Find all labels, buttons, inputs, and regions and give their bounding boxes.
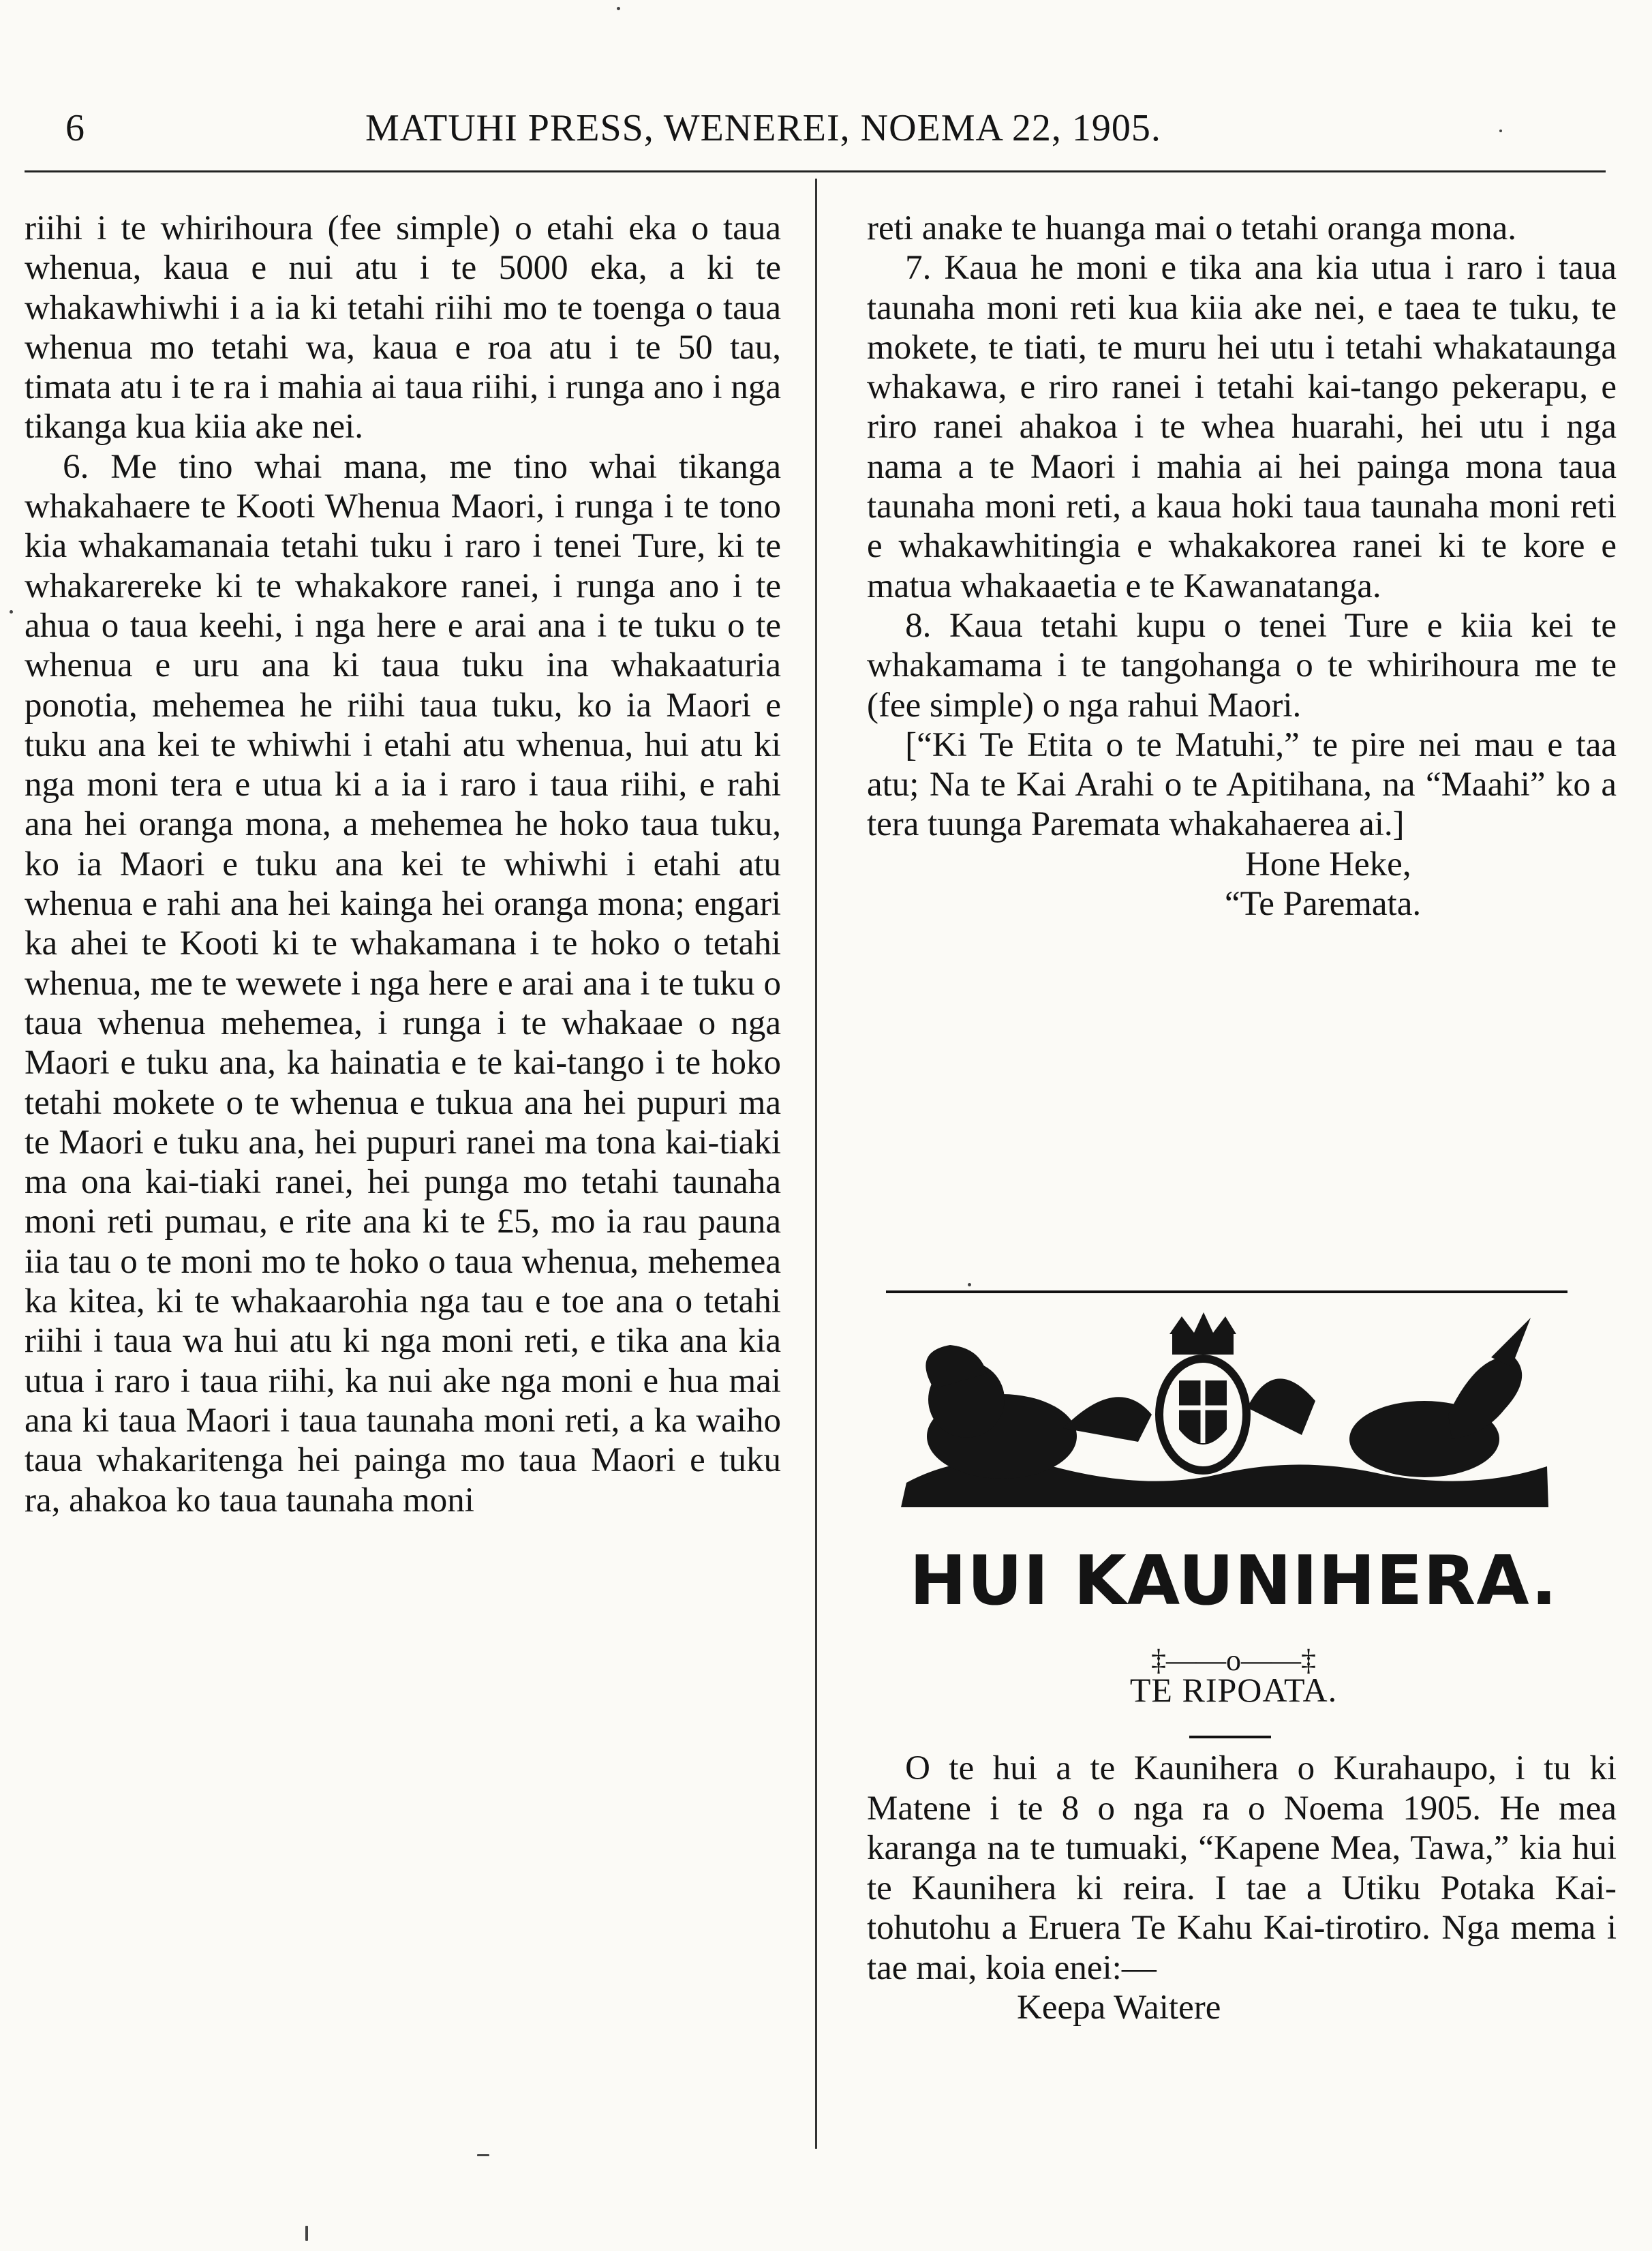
column-divider	[815, 179, 817, 2149]
report-body: O te hui a te Kaunihera o Kurahaupo, i tu ki Matene i te 8 o nga ra o Noema 1905. He mea karanga na te tumuaki, “Kapene Mea, Tawa,” kia hui te Kaunihera ki reira. I tae a Utiku Potaka Kai-tohutohu a Eruera Te Kahu Kai-tirotiro. Nga mema i tae mai, koia enei:—	[867, 1749, 1617, 1987]
council-report	[867, 1749, 1617, 2028]
paragraph-7: 7. Kaua he moni e tika ana kia utua i raro i taua taunaha moni reti kua kiia ake nei, e taea te tuku, te mokete, te tiati, te muru hei utu i tetahi whakataunga whakawa, e riro ranei i tetahi kai-tango pekerapu, e riro ranei ahakoa i te whea huarahi, hei utu i nga nama a te Maori i mahia ai hei painga mona taua taunaha moni reti, a kaua hoki taua taunaha moni reti e whakawhitingia e whakakorea ranei ki te kore e matua whakaaetia e te Kawanatanga.	[867, 249, 1617, 605]
paragraph-8: 8. Kaua tetahi kupu o tenei Ture e kiia kei te whakamama i te tangohanga o te whirihoura me te (fee simple) o nga rahui Maori.	[867, 606, 1617, 725]
paragraph-6-continuation: reti anake te huanga mai o tetahi oranga mona.	[867, 209, 1517, 247]
page-header	[25, 95, 1592, 157]
section-rule	[886, 1290, 1567, 1293]
subtitle-rule	[1189, 1736, 1271, 1738]
page-number: 6	[65, 107, 85, 149]
signature-title: “Te Paremata.	[1225, 885, 1422, 924]
coat-of-arms-emblem	[893, 1312, 1554, 1510]
running-head: MATUHI PRESS, WENEREI, NOEMA 22, 1905.	[365, 107, 1161, 149]
signature-name: Hone Heke,	[1245, 845, 1411, 883]
section-subtitle: TE RIPOATA.	[1129, 1671, 1338, 1709]
header-rule	[25, 170, 1606, 172]
right-column	[867, 209, 1617, 924]
title-ornament: ‡——o——‡	[1151, 1644, 1316, 1677]
paragraph-6: 6. Me tino whai mana, me tino whai tikanga whakahaere te Kooti Whenua Maori, i runga i te tono kia whakamanaia tetahi tuku i raro i tenei Ture, ki te whakarereke ki te whakakore ranei, i runga ano i te ahua o taua keehi, i nga here e arai ana i te tuku o te whenua e uru ana ki taua tuku ina whakaaturia ponotia, mehemea he riihi taua tuku, ko ia Maori e tuku ana kei te whiwhi i etahi atu whenua, hui atu ki nga moni tera e utua ki a ia i raro i taua riihi, e rahi ana hei oranga mona, a mehemea he hoko taua tuku, ko ia Maori e tuku ana kei te whiwhi i etahi atu whenua e rahi ana hei kainga hei oranga mona; engari ka ahei te Kooti ki te whakamana i te hoko o tetahi whenua, me te wewete i nga here e arai ana i te tuku o taua whenua mehemea, i runga i te whakaae o nga Maori e tuku ana, ka hainatia e te kai-tango i te hoko tetahi mokete o te whenua e tukua ana hei pupuri ma te Maori e tuku ana, hei pupuri ranei ma tona kai-tiaki ma ona kai-tiaki ranei, hei punga mo tetahi taunaha moni reti pumau, e rite ana ki te £5, mo ia rau pauna iia tau o te moni mo te hoko o taua whenua, mehemea ka kitea, ki te whakaarohia nga tau e toe ana o tetahi riihi i taua wa hui atu ki nga moni reti, e tika ana kia utua i raro i taua riihi, ka nui ake nga moni e hua mai ana ki taua Maori i taua taunaha moni reti, a ka waiho taua whakaritenga hei painga mo taua Maori e tuku ra, ahakoa ko taua taunaha moni	[25, 447, 781, 1520]
left-column	[25, 209, 781, 1520]
editor-note: [“Ki Te Etita o te Matuhi,” te pire nei mau e taa atu; Na te Kai Arahi o te Apitihana, na “Maahi” ko a tera tuunga Paremata whakahaerea ai.]	[867, 725, 1617, 844]
member-name: Keepa Waitere	[1017, 1989, 1221, 2027]
paragraph-5-continuation: riihi i te whirihoura (fee simple) o etahi eka o taua whenua, kaua e nui atu i te 5000 eka, a ki te whakawhiwhi i a ia ki tetahi riihi mo te toenga o taua whenua mo tetahi wa, kaua e roa atu i te 50 tau, timata atu i te ra i mahia ai taua riihi, i runga ano i nga tikanga kua kiia ake nei.	[25, 209, 781, 447]
section-title: HUI KAUNIHERA.	[909, 1541, 1558, 1620]
